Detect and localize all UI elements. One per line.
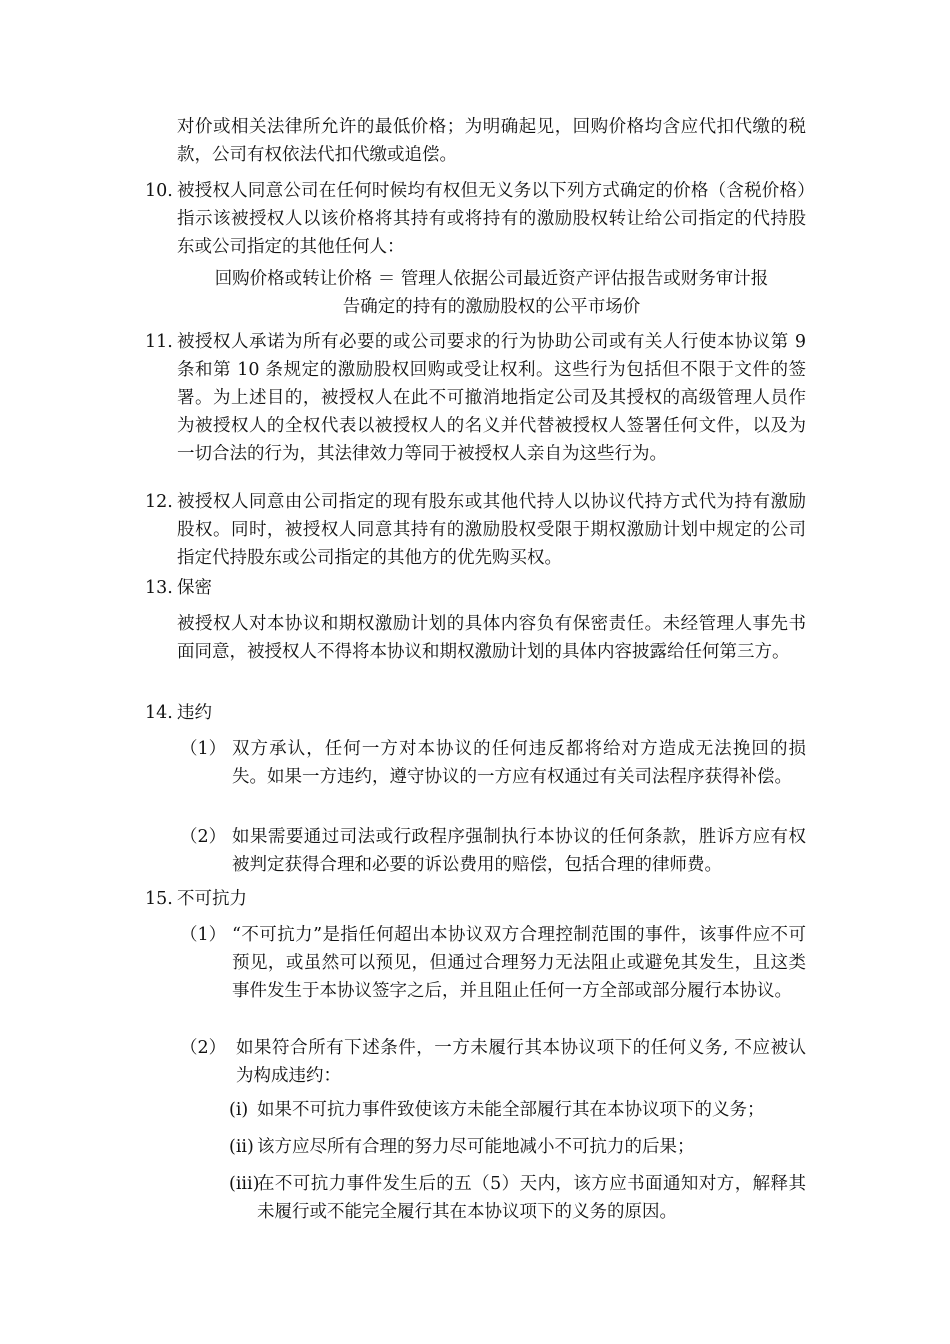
clause-13-heading: 保密 — [177, 578, 212, 598]
clause-14-number: 14. — [145, 703, 173, 723]
clause-15-subitem-ii-label: (ii) — [229, 1137, 254, 1157]
clause-14-item-1-label: （1） — [180, 739, 227, 759]
clause-14-item-2-text: 如果需要通过司法或行政程序强制执行本协议的任何条款，胜诉方应有权被判定获得合理和必要的诉讼费用的赔偿，包括合理的律师费。 — [232, 827, 806, 875]
clause-15-item-1-label: （1） — [180, 925, 227, 945]
clause-15-subitem-iii-label: (iii) — [229, 1174, 260, 1194]
clause-10-number: 10. — [145, 181, 173, 201]
clause-11-text: 被授权人承诺为所有必要的或公司要求的行为协助公司或有关人行使本协议第 9 条和第 10 条规定的激励股权回购或受让权利。这些行为包括但不限于文件的签署。为上述目的，被授权人在此不可撤消地指定公司及其授权的高级管理人员作为被授权人的全权代表以被授权人的名义并代替被授权人签署任何文件，以及为一切合法的行为，其法律效力等同于被授权人亲自为这些行为。 — [177, 332, 806, 464]
clause-15-item-2-text: 如果符合所有下述条件，一方未履行其本协议项下的任何义务, 不应被认为构成违约： — [236, 1038, 806, 1086]
formula-line-1: 回购价格或转让价格 ＝ 管理人依据公司最近资产评估报告或财务审计报 — [214, 269, 769, 289]
clause-10-text: 被授权人同意公司在任何时候均有权但无义务以下列方式确定的价格（含税价格）指示该被授权人以该价格将其持有或将持有的激励股权转让给公司指定的代持股东或公司指定的其他任何人： — [177, 181, 806, 257]
clause-14-item-2-label: （2） — [180, 827, 227, 847]
clause-15-subitem-i-label: (i) — [229, 1100, 249, 1120]
clause-12-number: 12. — [145, 492, 173, 512]
clause-15-item-1-text: “不可抗力”是指任何超出本协议双方合理控制范围的事件，该事件应不可预见，或虽然可以预见，但通过合理努力无法阻止或避免其发生，且这类事件发生于本协议签字之后，并且阻止任何一方全部或部分履行本协议。 — [232, 925, 806, 1001]
clause-10-formula — [177, 265, 806, 321]
clause-15-subitem-i-text: 如果不可抗力事件致使该方未能全部履行其在本协议项下的义务； — [257, 1100, 765, 1120]
clause-12-text: 被授权人同意由公司指定的现有股东或其他代持人以协议代持方式代为持有激励股权。同时，被授权人同意其持有的激励股权受限于期权激励计划中规定的公司指定代持股东或公司指定的其他方的优先购买权。 — [177, 492, 806, 568]
clause-11-number: 11. — [145, 332, 173, 352]
continuation-paragraph: 对价或相关法律所允许的最低价格；为明确起见，回购价格均含应代扣代缴的税款，公司有权依法代扣代缴或追偿。 — [177, 117, 806, 165]
formula-line-2: 告确定的持有的激励股权的公平市场价 — [342, 297, 641, 317]
clause-14-item-1-text: 双方承认，任何一方对本协议的任何违反都将给对方造成无法挽回的损失。如果一方违约，遵守协议的一方应有权通过有关司法程序获得补偿。 — [232, 739, 806, 787]
clause-13-number: 13. — [145, 578, 173, 598]
clause-15-subitem-iii-text: 在不可抗力事件发生后的五（5）天内，该方应书面通知对方，解释其未履行或不能完全履行其在本协议项下的义务的原因。 — [257, 1174, 806, 1222]
clause-15-number: 15. — [145, 889, 173, 909]
clause-14-heading: 违约 — [177, 703, 212, 723]
clause-15-subitem-ii-text: 该方应尽所有合理的努力尽可能地减小不可抗力的后果； — [257, 1137, 695, 1157]
clause-15-heading: 不可抗力 — [177, 889, 247, 909]
clause-15-item-2-label: （2） — [180, 1038, 227, 1058]
clause-13-text: 被授权人对本协议和期权激励计划的具体内容负有保密责任。未经管理人事先书面同意，被授权人不得将本协议和期权激励计划的具体内容披露给任何第三方。 — [177, 614, 806, 662]
